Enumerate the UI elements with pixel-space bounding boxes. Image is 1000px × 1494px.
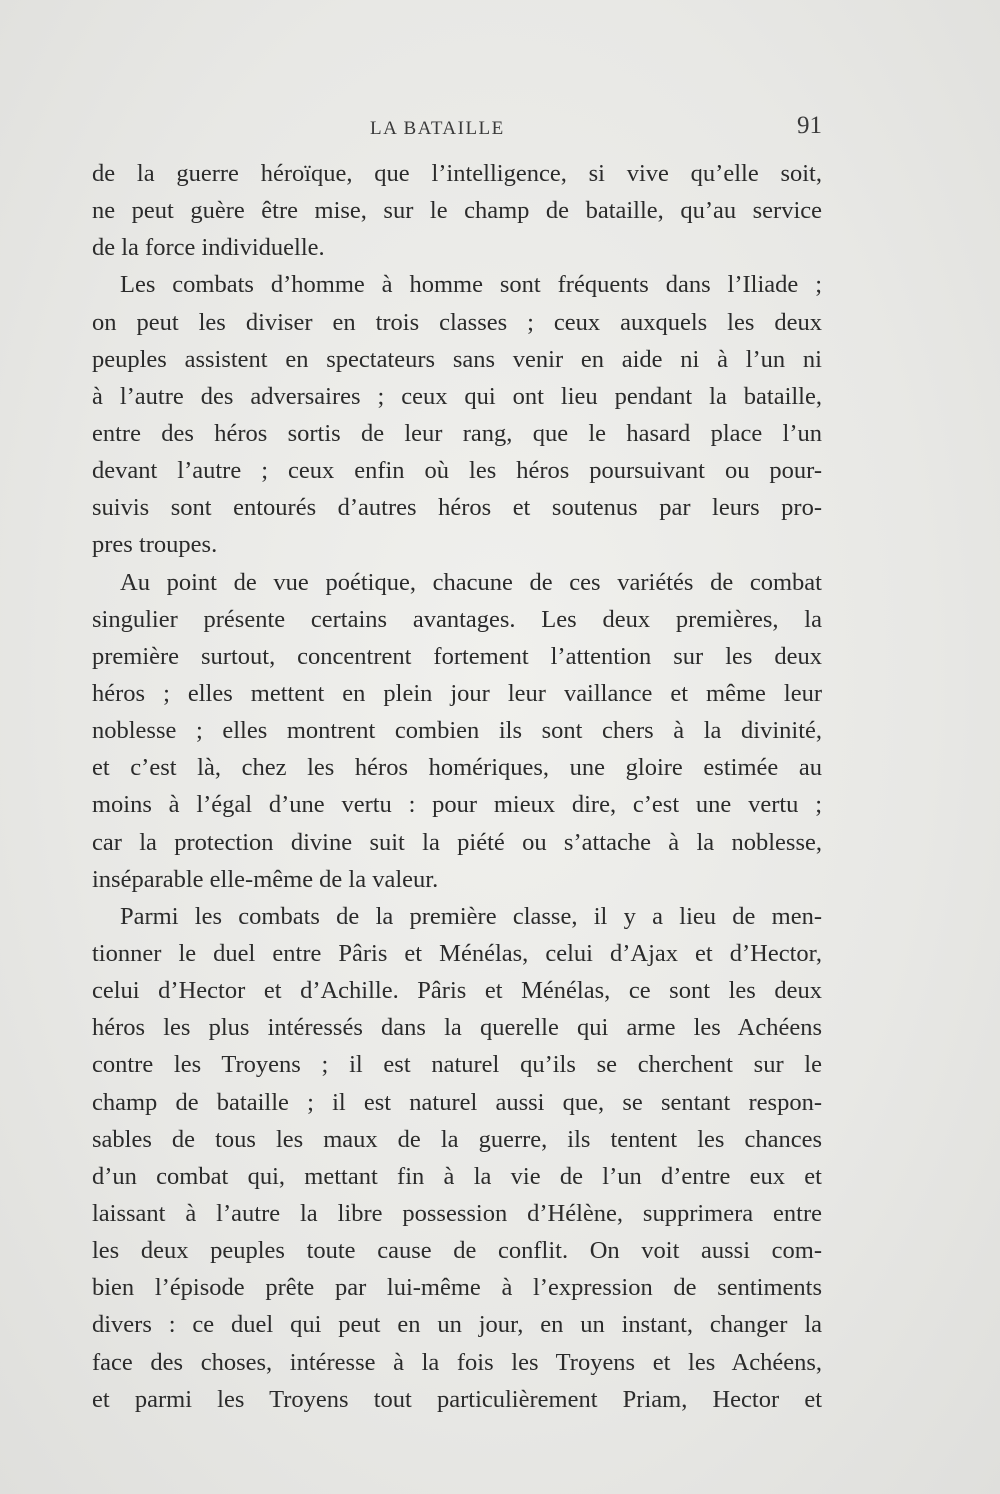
text-line: d’un combat qui, mettant fin à la vie de l’un d’entre eux et	[92, 1162, 822, 1190]
text-line: héros les plus intéressés dans la querelle qui arme les Achéens	[92, 1014, 822, 1042]
page-header	[92, 112, 822, 148]
text-line: contre les Troyens ; il est naturel qu’ils se cherchent sur le	[92, 1051, 822, 1079]
text-line: ne peut guère être mise, sur le champ de bataille, qu’au service	[92, 197, 822, 225]
text-line: laissant à l’autre la libre possession d’Hélène, supprimera entre	[92, 1199, 822, 1227]
text-line: de la guerre héroïque, que l’intelligence, si vive qu’elle soit,	[92, 160, 822, 187]
running-title: LA BATAILLE	[370, 118, 505, 139]
text-line: singulier présente certains avantages. Les deux premières, la	[92, 605, 822, 633]
text-line: inséparable elle-même de la valeur.	[92, 865, 439, 893]
text-line: tionner le duel entre Pâris et Ménélas, celui d’Ajax et d’Hector,	[92, 939, 822, 967]
text-line: on peut les diviser en trois classes ; ceux auxquels les deux	[92, 308, 822, 336]
text-line: et c’est là, chez les héros homériques, une gloire estimée au	[92, 754, 822, 782]
text-line: première surtout, concentrent fortement l’attention sur les deux	[92, 642, 822, 670]
text-line: de la force individuelle.	[92, 234, 325, 262]
text-line: moins à l’égal d’une vertu : pour mieux dire, c’est une vertu ;	[92, 791, 822, 819]
text-line: divers : ce duel qui peut en un jour, en un instant, changer la	[92, 1311, 822, 1339]
text-line: bien l’épisode prête par lui-même à l’expression de sentiments	[92, 1274, 822, 1302]
text-line: suivis sont entourés d’autres héros et soutenus par leurs pro-	[92, 494, 822, 522]
text-line: sables de tous les maux de la guerre, ils tentent les chances	[92, 1125, 822, 1153]
text-line: héros ; elles mettent en plein jour leur vaillance et même leur	[92, 679, 822, 707]
text-line: celui d’Hector et d’Achille. Pâris et Ménélas, ce sont les deux	[92, 977, 822, 1005]
text-line: pres troupes.	[92, 531, 218, 559]
text-line: Les combats d’homme à homme sont fréquents dans l’Iliade ;	[120, 271, 822, 299]
text-line: face des choses, intéresse à la fois les Troyens et les Achéens,	[92, 1348, 822, 1376]
text-line: Parmi les combats de la première classe, il y a lieu de men-	[120, 902, 822, 930]
text-line: car la protection divine suit la piété ou s’attache à la noblesse,	[92, 828, 822, 856]
text-line: champ de bataille ; il est naturel aussi que, se sentant respon-	[92, 1088, 822, 1116]
text-line: à l’autre des adversaires ; ceux qui ont lieu pendant la bataille,	[92, 382, 822, 410]
text-line: peuples assistent en spectateurs sans venir en aide ni à l’un ni	[92, 345, 822, 373]
text-line: et parmi les Troyens tout particulièrement Priam, Hector et	[92, 1385, 822, 1413]
text-line: les deux peuples toute cause de conflit. On voit aussi com-	[92, 1237, 822, 1265]
text-line: entre des héros sortis de leur rang, que le hasard place l’un	[92, 419, 822, 447]
text-body	[92, 155, 822, 1418]
text-line: noblesse ; elles montrent combien ils sont chers à la divinité,	[92, 717, 822, 745]
text-line: devant l’autre ; ceux enfin où les héros poursuivant ou pour-	[92, 457, 822, 485]
page-number: 91	[797, 112, 822, 139]
text-line: Au point de vue poétique, chacune de ces variétés de combat	[120, 568, 822, 596]
